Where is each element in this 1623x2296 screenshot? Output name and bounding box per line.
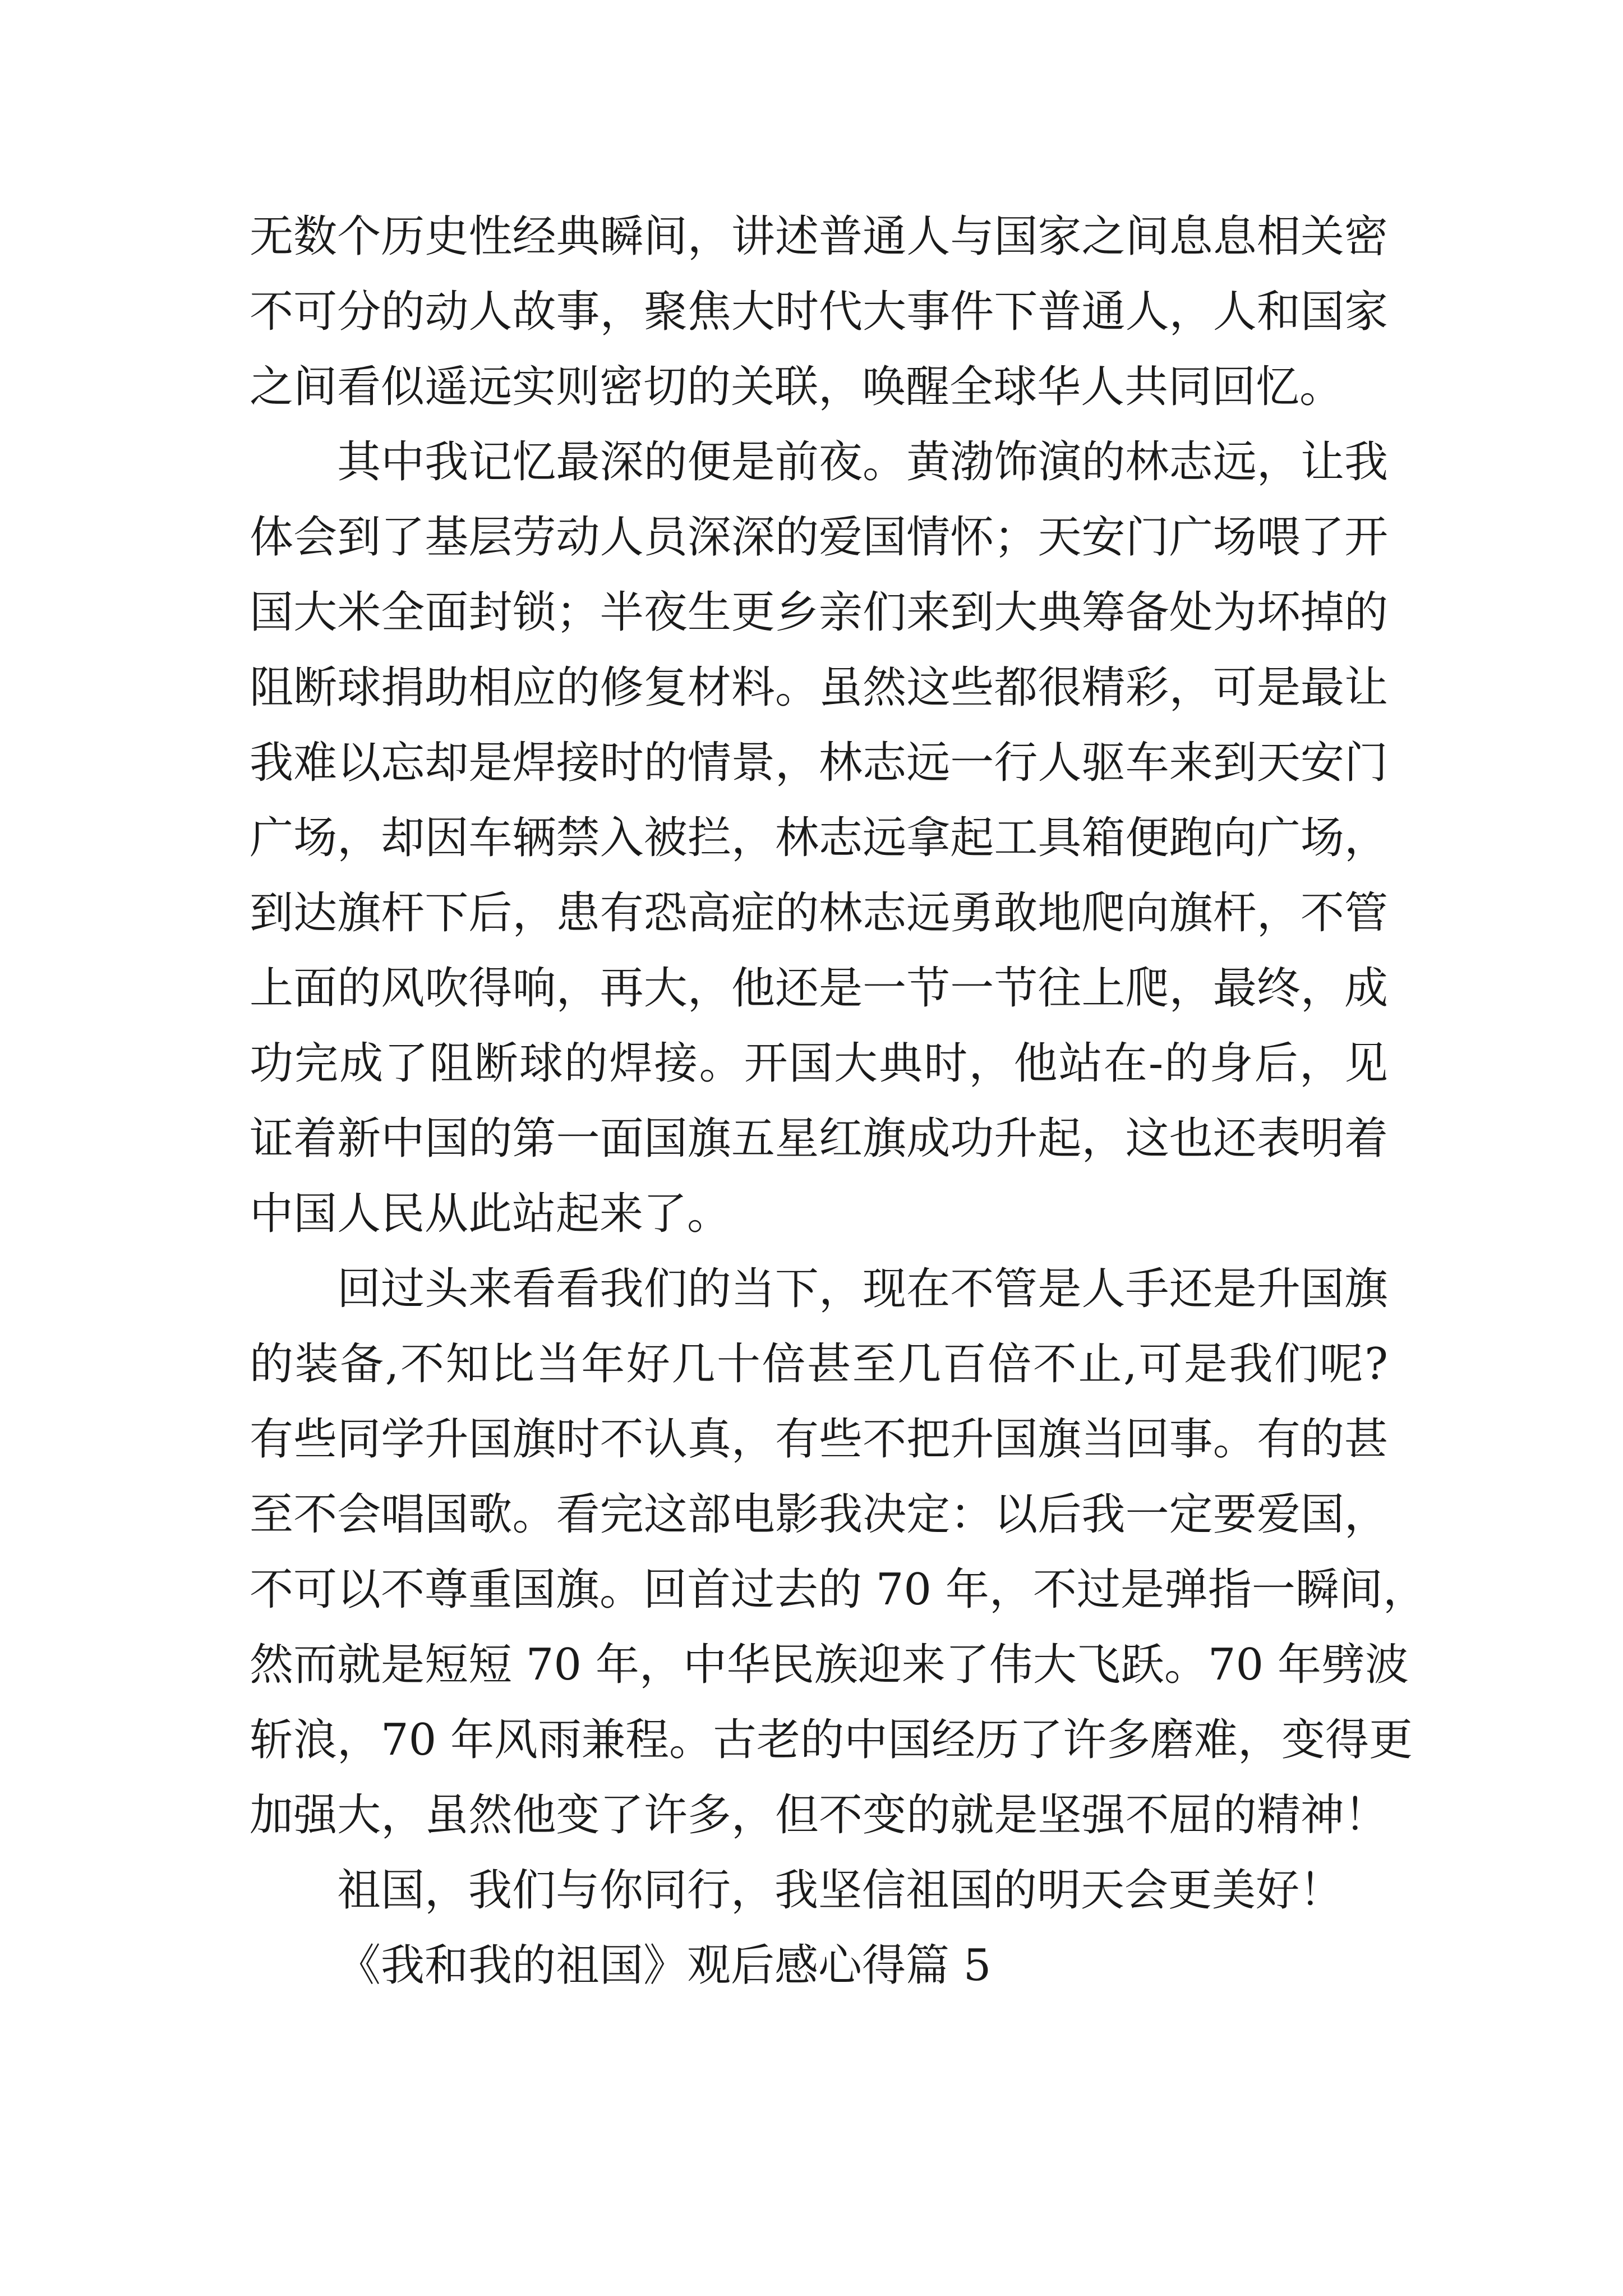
paragraph-line: 不可分的动人故事，聚焦大时代大事件下普通人，人和国家 xyxy=(250,287,1388,337)
paragraph-line: 斩浪，70 年风雨兼程。古老的中国经历了许多磨难，变得更 xyxy=(250,1715,1413,1765)
paragraph-line: 祖国，我们与你同行，我坚信祖国的明天会更美好！ xyxy=(337,1865,1344,1916)
paragraph-line: 回过头来看看我们的当下，现在不管是人手还是升国旗 xyxy=(337,1264,1388,1314)
paragraph-line: 无数个历史性经典瞬间，讲述普通人与国家之间息息相关密 xyxy=(250,211,1388,262)
paragraph-line: 国大米全面封锁；半夜生更乡亲们来到大典筹备处为坏掉的 xyxy=(250,587,1388,638)
paragraph-line: 体会到了基层劳动人员深深的爱国情怀；天安门广场喂了开 xyxy=(250,512,1388,563)
paragraph-line: 广场，却因车辆禁入被拦，林志远拿起工具箱便跑向广场， xyxy=(250,813,1388,863)
paragraph-line: 加强大，虽然他变了许多，但不变的就是坚强不屈的精神！ xyxy=(250,1790,1388,1841)
section-heading: 《我和我的祖国》观后感心得篇 5 xyxy=(337,1940,992,1991)
paragraph-line: 之间看似遥远实则密切的关联，唤醒全球华人共同回忆。 xyxy=(250,362,1344,412)
paragraph-line: 中国人民从此站起来了。 xyxy=(250,1189,731,1239)
paragraph-line: 至不会唱国歌。看完这部电影我决定：以后我一定要爱国， xyxy=(250,1489,1388,1540)
paragraph-line: 功完成了阻断球的焊接。开国大典时，他站在-的身后，见 xyxy=(250,1038,1388,1089)
paragraph-line: 不可以不尊重国旗。回首过去的 70 年，不过是弹指一瞬间， xyxy=(250,1565,1427,1615)
paragraph-line: 的装备,不知比当年好几十倍甚至几百倍不止,可是我们呢? xyxy=(250,1339,1388,1389)
paragraph-line: 然而就是短短 70 年，中华民族迎来了伟大飞跃。70 年劈波 xyxy=(250,1640,1409,1690)
document-body xyxy=(250,199,1427,2003)
paragraph-line: 其中我记忆最深的便是前夜。黄渤饰演的林志远，让我 xyxy=(337,437,1388,487)
paragraph-line: 上面的风吹得响，再大，他还是一节一节往上爬，最终，成 xyxy=(250,963,1388,1014)
paragraph-line: 阻断球捐助相应的修复材料。虽然这些都很精彩，可是最让 xyxy=(250,662,1388,713)
paragraph-line: 有些同学升国旗时不认真，有些不把升国旗当回事。有的甚 xyxy=(250,1414,1388,1465)
paragraph-line: 到达旗杆下后，患有恐高症的林志远勇敢地爬向旗杆，不管 xyxy=(250,888,1388,938)
paragraph-line: 证着新中国的第一面国旗五星红旗成功升起，这也还表明着 xyxy=(250,1114,1388,1164)
paragraph-line: 我难以忘却是焊接时的情景，林志远一行人驱车来到天安门 xyxy=(250,738,1388,788)
